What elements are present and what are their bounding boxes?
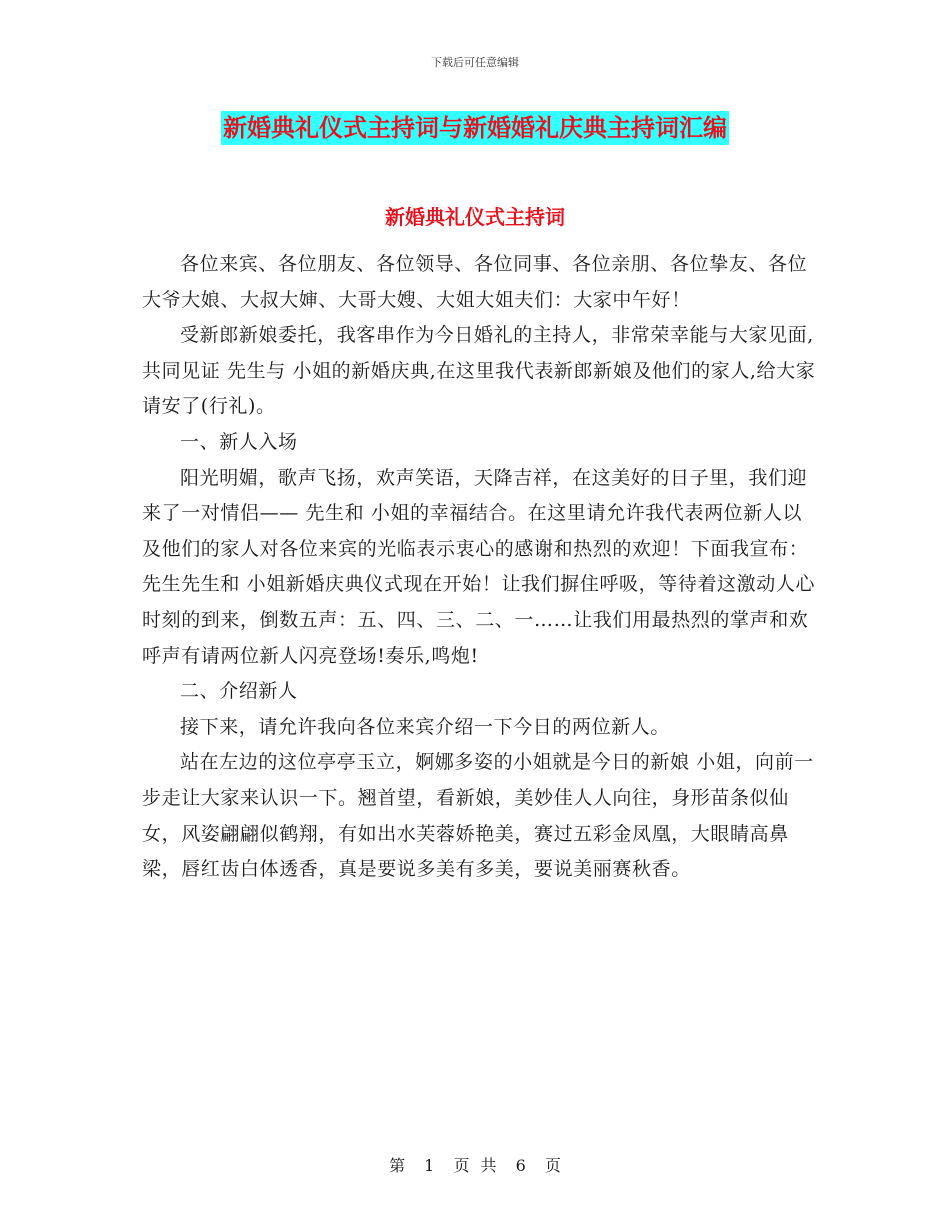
footer-total-pages: 6: [515, 1156, 526, 1175]
heading-entrance: 一、新人入场: [180, 430, 298, 453]
page-footer: [0, 1153, 950, 1176]
paragraph-intro: 受新郎新娘委托，我客串作为今日婚礼的主持人，非常荣幸能与大家见面,共同见证 先生与 小姐的新婚庆典,在这里我代表新郎新娘及他们的家人,给大家请安了(行礼)。: [142, 324, 816, 418]
main-title: 新婚典礼仪式主持词与新婚婚礼庆典主持词汇编: [221, 111, 729, 145]
header-note: 下载后可任意编辑: [431, 56, 519, 69]
paragraph-greeting: 各位来宾、各位朋友、各位领导、各位同事、各位亲朋、各位挚友、各位大爷大娘、大叔大婶、大哥大嫂、大姐大姐夫们：大家中午好！: [142, 253, 808, 311]
paragraph-bride: 站在左边的这位亭亭玉立，婀娜多姿的小姐就是今日的新娘 小姐，向前一步走让大家来认识一下。翘首望，看新娘，美妙佳人人向往，身形苗条似仙女，风姿翩翩似鹤翔，有如出水芙蓉娇艳美，赛过五彩金凤凰，大眼睛高鼻梁，唇红齿白体透香，真是要说多美有多美，要说美丽赛秋香。: [142, 751, 814, 881]
main-title-container: [0, 111, 950, 145]
footer-current-page: 1: [424, 1156, 435, 1175]
section-title: 新婚典礼仪式主持词: [385, 205, 565, 229]
footer-prefix: 第: [389, 1156, 406, 1175]
heading-introduce: 二、介绍新人: [180, 680, 298, 703]
paragraph-entrance: 阳光明媚，歌声飞扬，欢声笑语，天降吉祥，在这美好的日子里，我们迎来了一对情侣—— 先生和 小姐的幸福结合。在这里请允许我代表两位新人以及他们的家人对各位来宾的光临表示衷心的感谢和热烈的欢迎！下面我宣布： 先生先生和 小姐新婚庆典仪式现在开始！让我们摒住呼吸，等待着这激动人心时刻的到来，倒数五声：五、四、三、二、一……让我们用最热烈的掌声和欢呼声有请两位新人闪亮登场!奏乐,鸣炮!: [142, 466, 816, 667]
footer-middle: 页 共: [453, 1156, 497, 1175]
footer-suffix: 页: [544, 1156, 561, 1175]
paragraph-introduce: 接下来，请允许我向各位来宾介绍一下今日的两位新人。: [180, 715, 671, 738]
document-body: [142, 247, 818, 888]
